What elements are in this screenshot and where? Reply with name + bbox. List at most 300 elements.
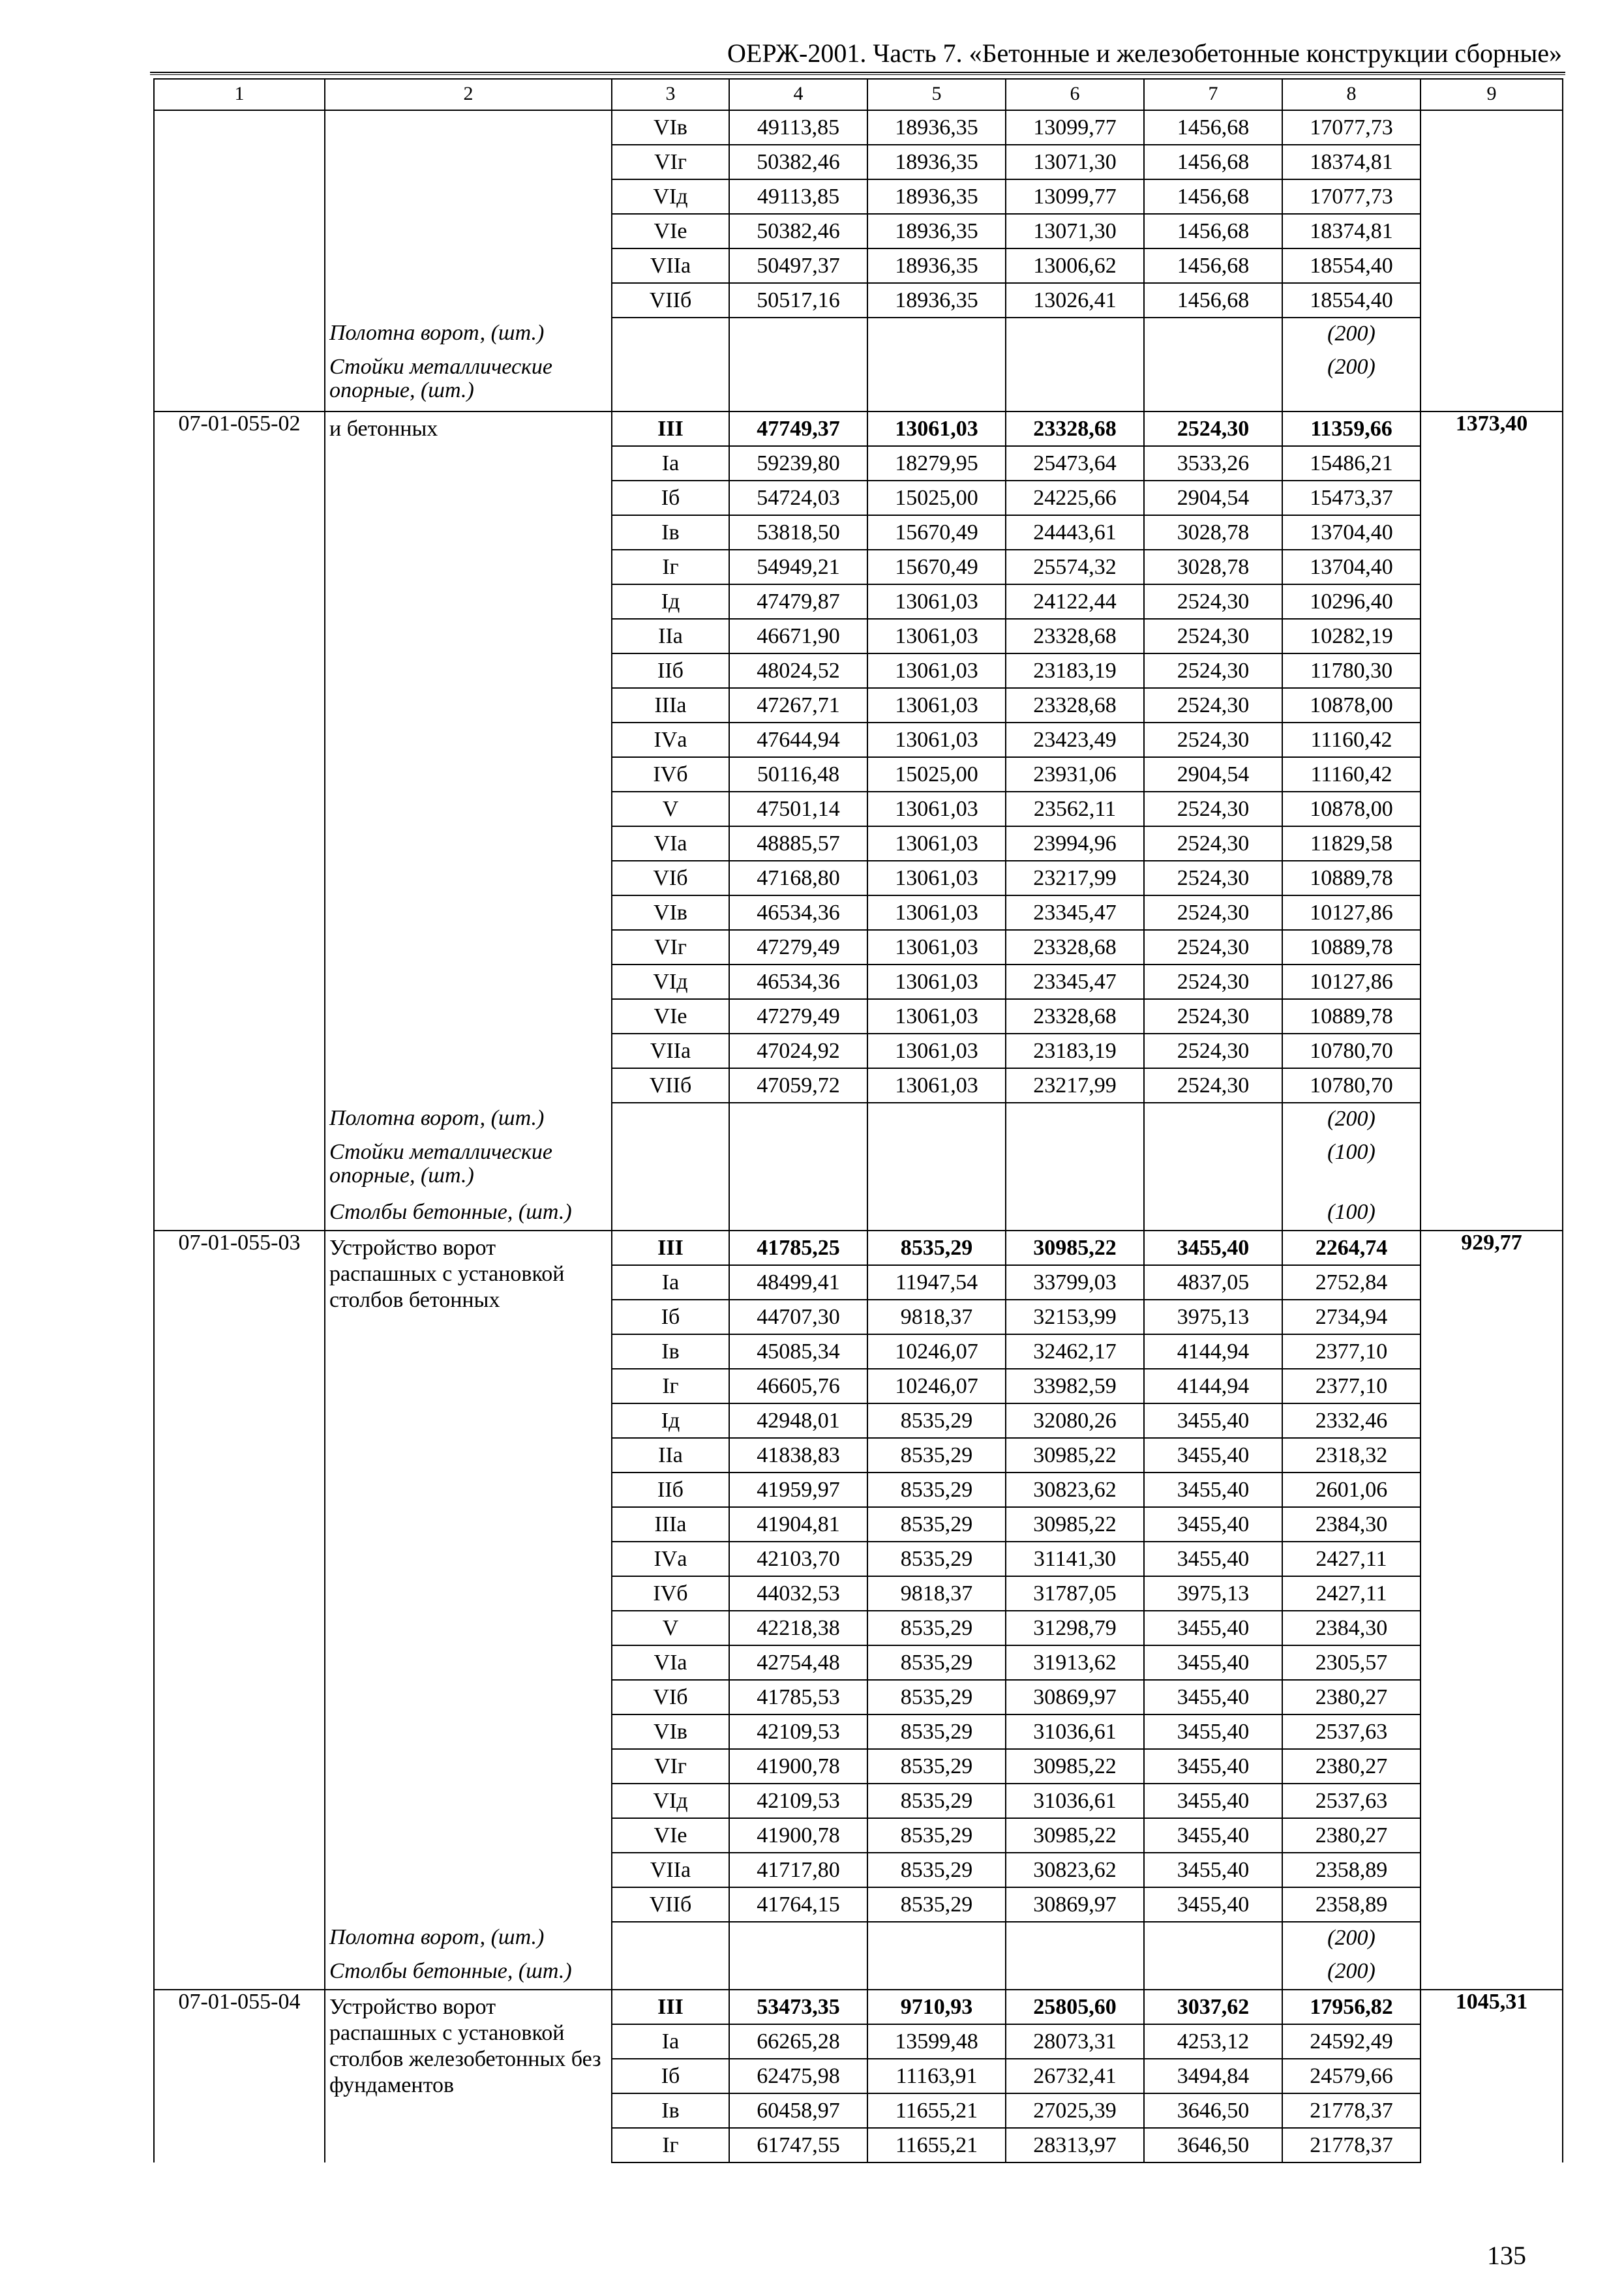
value-cell: 18936,35 — [867, 283, 1006, 318]
value-cell: 48885,57 — [729, 826, 867, 861]
value-cell: 24225,66 — [1006, 481, 1144, 515]
value-cell: 32462,17 — [1006, 1334, 1144, 1369]
value-cell: 25473,64 — [1006, 446, 1144, 481]
empty-cell — [1006, 1922, 1144, 1956]
resource-name: Полотна ворот, (шт.) — [325, 1103, 612, 1137]
table-body — [154, 79, 1563, 2162]
value-cell: 46671,90 — [729, 619, 867, 653]
value-cell: 9710,93 — [867, 1990, 1006, 2024]
zone-cell: VIа — [612, 1645, 729, 1680]
empty-cell — [1006, 1197, 1144, 1231]
value-cell: 10127,86 — [1282, 895, 1421, 930]
rate-code: 07-01-055-03 — [154, 1231, 325, 1990]
value-cell: 8535,29 — [867, 1680, 1006, 1714]
value-cell: 2524,30 — [1144, 895, 1282, 930]
value-cell: 13704,40 — [1282, 550, 1421, 584]
table-row — [154, 1990, 1563, 2024]
value-cell: 2305,57 — [1282, 1645, 1421, 1680]
value-cell: 41785,25 — [729, 1231, 867, 1265]
value-cell: 31787,05 — [1006, 1576, 1144, 1611]
zone-cell: VIIа — [612, 1853, 729, 1887]
col-header-8: 8 — [1282, 79, 1421, 110]
value-cell: 50497,37 — [729, 248, 867, 283]
value-cell: 3533,26 — [1144, 446, 1282, 481]
page-number: 135 — [1487, 2241, 1526, 2270]
value-cell: 30823,62 — [1006, 1853, 1144, 1887]
value-cell: 3455,40 — [1144, 1403, 1282, 1438]
value-cell: 13061,03 — [867, 895, 1006, 930]
value-cell: 13026,41 — [1006, 283, 1144, 318]
value-cell: 3455,40 — [1144, 1231, 1282, 1265]
value-cell: 2380,27 — [1282, 1680, 1421, 1714]
zone-cell: VIIа — [612, 248, 729, 283]
zone-cell: VIг — [612, 145, 729, 179]
value-cell: 11780,30 — [1282, 653, 1421, 688]
value-cell: 2380,27 — [1282, 1818, 1421, 1853]
value-cell: 15025,00 — [867, 481, 1006, 515]
col-header-1: 1 — [154, 79, 325, 110]
resource-value: (200) — [1282, 1922, 1421, 1956]
value-cell: 3455,40 — [1144, 1438, 1282, 1473]
value-cell: 41900,78 — [729, 1749, 867, 1784]
value-cell: 46534,36 — [729, 895, 867, 930]
value-cell: 42948,01 — [729, 1403, 867, 1438]
value-cell: 42109,53 — [729, 1784, 867, 1818]
value-cell: 10780,70 — [1282, 1068, 1421, 1103]
value-cell: 4837,05 — [1144, 1265, 1282, 1300]
empty-cell — [1006, 352, 1144, 411]
value-cell: 31141,30 — [1006, 1542, 1144, 1576]
value-cell: 13599,48 — [867, 2024, 1006, 2059]
rate-description: и бетонных — [325, 411, 612, 1103]
zone-cell: III — [612, 1990, 729, 2024]
value-cell: 3975,13 — [1144, 1576, 1282, 1611]
value-cell: 18936,35 — [867, 179, 1006, 214]
value-cell: 30985,22 — [1006, 1749, 1144, 1784]
resource-name: Стойки металлические опорные, (шт.) — [325, 352, 612, 411]
zone-cell: Iа — [612, 1265, 729, 1300]
value-cell: 23423,49 — [1006, 723, 1144, 757]
value-cell: 8535,29 — [867, 1749, 1006, 1784]
value-cell: 2427,11 — [1282, 1576, 1421, 1611]
value-cell: 13061,03 — [867, 792, 1006, 826]
value-cell: 3455,40 — [1144, 1645, 1282, 1680]
empty-cell — [612, 1922, 729, 1956]
value-cell: 2537,63 — [1282, 1784, 1421, 1818]
zone-cell: VIд — [612, 1784, 729, 1818]
value-cell: 10780,70 — [1282, 1034, 1421, 1068]
value-cell: 13099,77 — [1006, 179, 1144, 214]
value-cell: 8535,29 — [867, 1231, 1006, 1265]
zone-cell: IIIа — [612, 1507, 729, 1542]
page-header: ОЕРЖ-2001. Часть 7. «Бетонные и железобетонные конструкции сборные» — [727, 38, 1562, 68]
value-cell: 8535,29 — [867, 1507, 1006, 1542]
value-cell: 1456,68 — [1144, 214, 1282, 248]
zone-cell: V — [612, 1611, 729, 1645]
col-header-2: 2 — [325, 79, 612, 110]
empty-cell — [867, 1137, 1006, 1197]
value-cell: 3455,40 — [1144, 1680, 1282, 1714]
col-header-3: 3 — [612, 79, 729, 110]
zone-cell: IIб — [612, 653, 729, 688]
price-table — [153, 78, 1563, 2163]
empty-cell — [867, 1197, 1006, 1231]
zone-cell: VIIб — [612, 1887, 729, 1922]
zone-cell: Iб — [612, 481, 729, 515]
value-cell: 2427,11 — [1282, 1542, 1421, 1576]
value-cell: 50382,46 — [729, 214, 867, 248]
value-cell: 61747,55 — [729, 2128, 867, 2162]
zone-cell: VIIб — [612, 283, 729, 318]
empty-cell — [729, 1922, 867, 1956]
empty-cell — [729, 352, 867, 411]
value-cell: 54949,21 — [729, 550, 867, 584]
value-cell: 2377,10 — [1282, 1334, 1421, 1369]
value-cell: 11947,54 — [867, 1265, 1006, 1300]
zone-cell: VIIб — [612, 1068, 729, 1103]
value-cell: 31913,62 — [1006, 1645, 1144, 1680]
zone-cell: VIе — [612, 999, 729, 1034]
resource-value: (100) — [1282, 1197, 1421, 1231]
value-cell: 13061,03 — [867, 861, 1006, 895]
value-cell: 1456,68 — [1144, 110, 1282, 145]
value-cell: 18554,40 — [1282, 248, 1421, 283]
value-cell: 41900,78 — [729, 1818, 867, 1853]
value-cell: 10889,78 — [1282, 861, 1421, 895]
rate-description: Устройство ворот распашных с установкой столбов бетонных — [325, 1231, 612, 1922]
value-cell: 13061,03 — [867, 1068, 1006, 1103]
zone-cell: Iв — [612, 2093, 729, 2128]
zone-cell: IIа — [612, 619, 729, 653]
zone-cell: Iг — [612, 1369, 729, 1403]
value-cell: 15473,37 — [1282, 481, 1421, 515]
value-cell: 2264,74 — [1282, 1231, 1421, 1265]
value-cell: 47024,92 — [729, 1034, 867, 1068]
value-cell: 46534,36 — [729, 965, 867, 999]
value-cell: 8535,29 — [867, 1611, 1006, 1645]
empty-cell — [1144, 1137, 1282, 1197]
value-cell: 30823,62 — [1006, 1473, 1144, 1507]
value-cell: 10296,40 — [1282, 584, 1421, 619]
resource-row — [154, 352, 1563, 411]
col-header-5: 5 — [867, 79, 1006, 110]
value-cell: 13006,62 — [1006, 248, 1144, 283]
value-cell: 2377,10 — [1282, 1369, 1421, 1403]
zone-cell: IIб — [612, 1473, 729, 1507]
empty-cell — [1144, 1197, 1282, 1231]
value-cell: 44032,53 — [729, 1576, 867, 1611]
value-cell: 17077,73 — [1282, 110, 1421, 145]
value-cell: 59239,80 — [729, 446, 867, 481]
resource-row — [154, 1956, 1563, 1990]
table-row — [154, 411, 1563, 446]
value-cell: 13061,03 — [867, 688, 1006, 723]
value-cell: 24443,61 — [1006, 515, 1144, 550]
resource-row — [154, 1922, 1563, 1956]
value-cell: 13099,77 — [1006, 110, 1144, 145]
value-cell: 3455,40 — [1144, 1542, 1282, 1576]
zone-cell: IIIа — [612, 688, 729, 723]
value-cell: 41904,81 — [729, 1507, 867, 1542]
empty-cell — [1144, 1922, 1282, 1956]
value-cell: 10878,00 — [1282, 792, 1421, 826]
value-cell: 2904,54 — [1144, 757, 1282, 792]
zone-cell: Iб — [612, 1300, 729, 1334]
value-cell: 47267,71 — [729, 688, 867, 723]
value-cell: 25805,60 — [1006, 1990, 1144, 2024]
zone-cell: Iд — [612, 1403, 729, 1438]
value-cell: 13061,03 — [867, 653, 1006, 688]
rate-description — [325, 110, 612, 318]
zone-cell: IVб — [612, 757, 729, 792]
empty-cell — [867, 1103, 1006, 1137]
resource-value: (200) — [1282, 1956, 1421, 1990]
value-cell: 42218,38 — [729, 1611, 867, 1645]
value-cell: 2332,46 — [1282, 1403, 1421, 1438]
value-cell: 2752,84 — [1282, 1265, 1421, 1300]
value-cell: 8535,29 — [867, 1818, 1006, 1853]
value-cell: 8535,29 — [867, 1784, 1006, 1818]
zone-cell: III — [612, 1231, 729, 1265]
value-cell: 2384,30 — [1282, 1611, 1421, 1645]
value-cell: 31298,79 — [1006, 1611, 1144, 1645]
value-cell: 23345,47 — [1006, 895, 1144, 930]
value-cell: 2358,89 — [1282, 1853, 1421, 1887]
empty-cell — [1006, 1137, 1144, 1197]
rate-code — [154, 110, 325, 411]
value-cell: 3455,40 — [1144, 1473, 1282, 1507]
value-cell: 2734,94 — [1282, 1300, 1421, 1334]
value-cell: 18554,40 — [1282, 283, 1421, 318]
value-cell: 48024,52 — [729, 653, 867, 688]
value-cell: 10889,78 — [1282, 999, 1421, 1034]
value-cell: 28313,97 — [1006, 2128, 1144, 2162]
value-cell: 18936,35 — [867, 110, 1006, 145]
value-cell: 13061,03 — [867, 584, 1006, 619]
value-cell: 31036,61 — [1006, 1784, 1144, 1818]
value-cell: 32080,26 — [1006, 1403, 1144, 1438]
value-cell: 11655,21 — [867, 2093, 1006, 2128]
column-number-row — [154, 79, 1563, 110]
value-cell: 8535,29 — [867, 1645, 1006, 1680]
value-cell: 4144,94 — [1144, 1334, 1282, 1369]
col-header-7: 7 — [1144, 79, 1282, 110]
empty-cell — [729, 318, 867, 352]
table-row — [154, 110, 1563, 145]
value-cell: 2318,32 — [1282, 1438, 1421, 1473]
value-cell: 41717,80 — [729, 1853, 867, 1887]
value-cell: 13061,03 — [867, 1034, 1006, 1068]
value-cell: 47749,37 — [729, 411, 867, 446]
zone-cell: Iа — [612, 2024, 729, 2059]
value-cell: 31036,61 — [1006, 1714, 1144, 1749]
value-cell: 8535,29 — [867, 1542, 1006, 1576]
value-cell: 46605,76 — [729, 1369, 867, 1403]
value-cell: 3455,40 — [1144, 1818, 1282, 1853]
empty-cell — [867, 352, 1006, 411]
value-cell: 30985,22 — [1006, 1231, 1144, 1265]
value-cell: 3646,50 — [1144, 2128, 1282, 2162]
value-cell: 3028,78 — [1144, 515, 1282, 550]
value-cell: 17077,73 — [1282, 179, 1421, 214]
column-9-value — [1421, 110, 1563, 411]
value-cell: 41764,15 — [729, 1887, 867, 1922]
value-cell: 2380,27 — [1282, 1749, 1421, 1784]
empty-cell — [729, 1197, 867, 1231]
value-cell: 47479,87 — [729, 584, 867, 619]
value-cell: 2524,30 — [1144, 999, 1282, 1034]
value-cell: 50116,48 — [729, 757, 867, 792]
value-cell: 10889,78 — [1282, 930, 1421, 965]
resource-name: Полотна ворот, (шт.) — [325, 1922, 612, 1956]
value-cell: 50382,46 — [729, 145, 867, 179]
value-cell: 18279,95 — [867, 446, 1006, 481]
value-cell: 30985,22 — [1006, 1438, 1144, 1473]
empty-cell — [612, 1197, 729, 1231]
value-cell: 3494,84 — [1144, 2059, 1282, 2093]
zone-cell: VIа — [612, 826, 729, 861]
value-cell: 1456,68 — [1144, 248, 1282, 283]
value-cell: 41959,97 — [729, 1473, 867, 1507]
table-row — [154, 1231, 1563, 1265]
value-cell: 33799,03 — [1006, 1265, 1144, 1300]
value-cell: 3028,78 — [1144, 550, 1282, 584]
value-cell: 62475,98 — [729, 2059, 867, 2093]
value-cell: 42109,53 — [729, 1714, 867, 1749]
rate-code: 07-01-055-02 — [154, 411, 325, 1231]
empty-cell — [1144, 318, 1282, 352]
value-cell: 2524,30 — [1144, 792, 1282, 826]
value-cell: 9818,37 — [867, 1576, 1006, 1611]
zone-cell: Iд — [612, 584, 729, 619]
value-cell: 3455,40 — [1144, 1507, 1282, 1542]
zone-cell: IIа — [612, 1438, 729, 1473]
zone-cell: VIд — [612, 179, 729, 214]
value-cell: 21778,37 — [1282, 2093, 1421, 2128]
value-cell: 2524,30 — [1144, 584, 1282, 619]
value-cell: 23931,06 — [1006, 757, 1144, 792]
empty-cell — [1006, 1956, 1144, 1990]
value-cell: 23994,96 — [1006, 826, 1144, 861]
value-cell: 15486,21 — [1282, 446, 1421, 481]
empty-cell — [1144, 352, 1282, 411]
value-cell: 44707,30 — [729, 1300, 867, 1334]
value-cell: 10246,07 — [867, 1369, 1006, 1403]
empty-cell — [612, 1956, 729, 1990]
value-cell: 3037,62 — [1144, 1990, 1282, 2024]
zone-cell: VIб — [612, 1680, 729, 1714]
value-cell: 18374,81 — [1282, 145, 1421, 179]
value-cell: 3455,40 — [1144, 1887, 1282, 1922]
zone-cell: VIв — [612, 895, 729, 930]
value-cell: 18936,35 — [867, 145, 1006, 179]
resource-name: Стойки металлические опорные, (шт.) — [325, 1137, 612, 1197]
value-cell: 2601,06 — [1282, 1473, 1421, 1507]
empty-cell — [867, 1956, 1006, 1990]
value-cell: 41838,83 — [729, 1438, 867, 1473]
value-cell: 42754,48 — [729, 1645, 867, 1680]
value-cell: 23328,68 — [1006, 411, 1144, 446]
value-cell: 13071,30 — [1006, 145, 1144, 179]
value-cell: 13071,30 — [1006, 214, 1144, 248]
resource-row — [154, 318, 1563, 352]
rate-code: 07-01-055-04 — [154, 1990, 325, 2162]
value-cell: 10282,19 — [1282, 619, 1421, 653]
zone-cell: IVа — [612, 1542, 729, 1576]
value-cell: 11163,91 — [867, 2059, 1006, 2093]
value-cell: 50517,16 — [729, 283, 867, 318]
zone-cell: V — [612, 792, 729, 826]
value-cell: 47168,80 — [729, 861, 867, 895]
value-cell: 2904,54 — [1144, 481, 1282, 515]
empty-cell — [1144, 1956, 1282, 1990]
value-cell: 45085,34 — [729, 1334, 867, 1369]
empty-cell — [1006, 318, 1144, 352]
value-cell: 13061,03 — [867, 930, 1006, 965]
value-cell: 23562,11 — [1006, 792, 1144, 826]
value-cell: 2524,30 — [1144, 688, 1282, 723]
zone-cell: VIб — [612, 861, 729, 895]
value-cell: 26732,41 — [1006, 2059, 1144, 2093]
value-cell: 4144,94 — [1144, 1369, 1282, 1403]
value-cell: 3455,40 — [1144, 1749, 1282, 1784]
zone-cell: VIе — [612, 1818, 729, 1853]
value-cell: 2524,30 — [1144, 723, 1282, 757]
value-cell: 23217,99 — [1006, 1068, 1144, 1103]
value-cell: 8535,29 — [867, 1438, 1006, 1473]
empty-cell — [867, 1922, 1006, 1956]
zone-cell: IVа — [612, 723, 729, 757]
value-cell: 3455,40 — [1144, 1714, 1282, 1749]
empty-cell — [612, 318, 729, 352]
zone-cell: Iв — [612, 1334, 729, 1369]
value-cell: 47279,49 — [729, 999, 867, 1034]
resource-row — [154, 1137, 1563, 1197]
value-cell: 30985,22 — [1006, 1507, 1144, 1542]
column-9-value: 1373,40 — [1421, 411, 1563, 1231]
value-cell: 18936,35 — [867, 214, 1006, 248]
value-cell: 18936,35 — [867, 248, 1006, 283]
value-cell: 2524,30 — [1144, 1068, 1282, 1103]
value-cell: 13704,40 — [1282, 515, 1421, 550]
empty-cell — [729, 1956, 867, 1990]
resource-name: Полотна ворот, (шт.) — [325, 318, 612, 352]
empty-cell — [867, 318, 1006, 352]
empty-cell — [612, 1137, 729, 1197]
empty-cell — [729, 1137, 867, 1197]
value-cell: 1456,68 — [1144, 283, 1282, 318]
resource-name: Столбы бетонные, (шт.) — [325, 1197, 612, 1231]
value-cell: 11359,66 — [1282, 411, 1421, 446]
value-cell: 25574,32 — [1006, 550, 1144, 584]
resource-row — [154, 1197, 1563, 1231]
value-cell: 2524,30 — [1144, 930, 1282, 965]
zone-cell: VIг — [612, 930, 729, 965]
value-cell: 13061,03 — [867, 411, 1006, 446]
value-cell: 60458,97 — [729, 2093, 867, 2128]
value-cell: 24592,49 — [1282, 2024, 1421, 2059]
value-cell: 8535,29 — [867, 1853, 1006, 1887]
column-9-value: 1045,31 — [1421, 1990, 1563, 2162]
value-cell: 1456,68 — [1144, 145, 1282, 179]
empty-cell — [729, 1103, 867, 1137]
col-header-9: 9 — [1421, 79, 1563, 110]
value-cell: 49113,85 — [729, 179, 867, 214]
value-cell: 66265,28 — [729, 2024, 867, 2059]
value-cell: 23328,68 — [1006, 619, 1144, 653]
value-cell: 10246,07 — [867, 1334, 1006, 1369]
zone-cell: Iг — [612, 2128, 729, 2162]
